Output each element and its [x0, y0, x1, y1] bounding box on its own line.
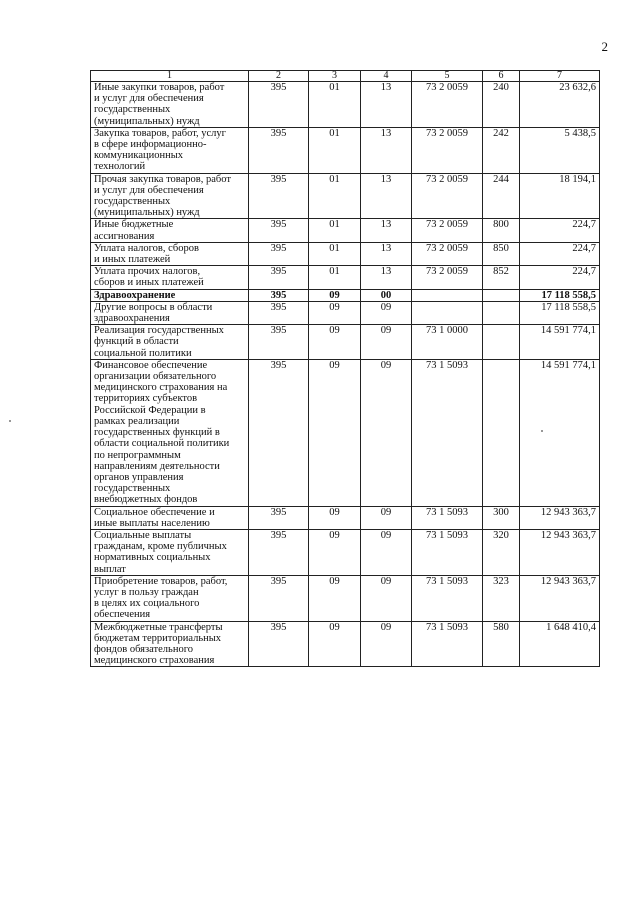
target-article-cell: 73 1 5093: [412, 506, 483, 529]
expense-type-cell: 320: [483, 529, 520, 575]
expense-type-cell: [483, 359, 520, 506]
amount-cell: 5 438,5: [520, 127, 600, 173]
section-cell: 09: [309, 575, 361, 621]
column-header: 4: [361, 71, 412, 82]
row-name-cell: Другие вопросы в области здравоохранения: [91, 301, 249, 324]
amount-cell: 12 943 363,7: [520, 506, 600, 529]
target-article-cell: 73 1 5093: [412, 621, 483, 667]
section-cell: 09: [309, 289, 361, 301]
section-cell: 09: [309, 325, 361, 360]
subsection-cell: 09: [361, 621, 412, 667]
subsection-cell: 09: [361, 325, 412, 360]
expense-type-cell: 580: [483, 621, 520, 667]
subsection-cell: 13: [361, 82, 412, 128]
section-cell: 01: [309, 127, 361, 173]
amount-cell: 17 118 558,5: [520, 289, 600, 301]
column-header: 7: [520, 71, 600, 82]
column-header: 5: [412, 71, 483, 82]
expense-type-cell: 850: [483, 242, 520, 265]
amount-cell: 14 591 774,1: [520, 359, 600, 506]
table-row: [91, 359, 600, 506]
table-row: [91, 301, 600, 324]
amount-cell: 17 118 558,5: [520, 301, 600, 324]
table-row: [91, 289, 600, 301]
code-cell: 395: [249, 289, 309, 301]
expense-type-cell: 244: [483, 173, 520, 219]
table-row: [91, 325, 600, 360]
row-name-cell: Реализация государственных функций в области социальной политики: [91, 325, 249, 360]
target-article-cell: 73 2 0059: [412, 242, 483, 265]
amount-cell: 12 943 363,7: [520, 529, 600, 575]
amount-cell: 14 591 774,1: [520, 325, 600, 360]
target-article-cell: [412, 289, 483, 301]
code-cell: 395: [249, 82, 309, 128]
code-cell: 395: [249, 529, 309, 575]
amount-cell: 18 194,1: [520, 173, 600, 219]
subsection-cell: 13: [361, 173, 412, 219]
section-cell: 01: [309, 82, 361, 128]
amount-cell: 23 632,6: [520, 82, 600, 128]
subsection-cell: 00: [361, 289, 412, 301]
code-cell: 395: [249, 242, 309, 265]
section-cell: 09: [309, 529, 361, 575]
row-name-cell: Здравоохранение: [91, 289, 249, 301]
section-cell: 01: [309, 219, 361, 242]
expense-type-cell: 800: [483, 219, 520, 242]
amount-cell: 224,7: [520, 266, 600, 289]
row-name-cell: Социальное обеспечение и иные выплаты населению: [91, 506, 249, 529]
table-row: [91, 621, 600, 667]
section-cell: 09: [309, 621, 361, 667]
column-header: 2: [249, 71, 309, 82]
code-cell: 395: [249, 173, 309, 219]
code-cell: 395: [249, 506, 309, 529]
code-cell: 395: [249, 266, 309, 289]
subsection-cell: 13: [361, 219, 412, 242]
expense-type-cell: 323: [483, 575, 520, 621]
target-article-cell: 73 2 0059: [412, 173, 483, 219]
table-row: [91, 506, 600, 529]
page-number: 2: [601, 39, 608, 54]
target-article-cell: 73 1 5093: [412, 575, 483, 621]
code-cell: 395: [249, 359, 309, 506]
target-article-cell: 73 1 5093: [412, 359, 483, 506]
subsection-cell: 13: [361, 242, 412, 265]
target-article-cell: [412, 301, 483, 324]
expense-type-cell: [483, 289, 520, 301]
row-name-cell: Закупка товаров, работ, услуг в сфере информационно- коммуникационных технологий: [91, 127, 249, 173]
row-name-cell: Иные закупки товаров, работ и услуг для обеспечения государственных (муниципальных) нужд: [91, 82, 249, 128]
column-header: 1: [91, 71, 249, 82]
target-article-cell: 73 2 0059: [412, 219, 483, 242]
amount-cell: 224,7: [520, 242, 600, 265]
expense-type-cell: 240: [483, 82, 520, 128]
subsection-cell: 09: [361, 301, 412, 324]
table-row: [91, 82, 600, 128]
row-name-cell: Приобретение товаров, работ, услуг в пользу граждан в целях их социального обеспечения: [91, 575, 249, 621]
section-cell: 01: [309, 173, 361, 219]
table-row: [91, 219, 600, 242]
section-cell: 01: [309, 266, 361, 289]
expense-type-cell: 852: [483, 266, 520, 289]
row-name-cell: Уплата прочих налогов, сборов и иных платежей: [91, 266, 249, 289]
subsection-cell: 13: [361, 127, 412, 173]
row-name-cell: Иные бюджетные ассигнования: [91, 219, 249, 242]
table-row: [91, 127, 600, 173]
row-name-cell: Финансовое обеспечение организации обязательного медицинского страхования на территориях субъектов Российской Федерации в рамках реализации государственных функций в области социальной политики по непрограммным направлениям деятельности органов управления государственных внебюджетных фондов: [91, 359, 249, 506]
table-row: [91, 575, 600, 621]
amount-cell: 12 943 363,7: [520, 575, 600, 621]
scan-speck: [9, 420, 11, 422]
target-article-cell: 73 2 0059: [412, 82, 483, 128]
expense-type-cell: 242: [483, 127, 520, 173]
subsection-cell: 09: [361, 575, 412, 621]
target-article-cell: 73 1 5093: [412, 529, 483, 575]
section-cell: 01: [309, 242, 361, 265]
section-cell: 09: [309, 506, 361, 529]
target-article-cell: 73 1 0000: [412, 325, 483, 360]
scan-speck: [541, 430, 543, 432]
code-cell: 395: [249, 575, 309, 621]
row-name-cell: Прочая закупка товаров, работ и услуг для обеспечения государственных (муниципальных) нужд: [91, 173, 249, 219]
code-cell: 395: [249, 301, 309, 324]
table-row: [91, 173, 600, 219]
target-article-cell: 73 2 0059: [412, 127, 483, 173]
subsection-cell: 09: [361, 529, 412, 575]
subsection-cell: 09: [361, 506, 412, 529]
table-header-row: [91, 71, 600, 82]
amount-cell: 224,7: [520, 219, 600, 242]
subsection-cell: 13: [361, 266, 412, 289]
code-cell: 395: [249, 127, 309, 173]
row-name-cell: Межбюджетные трансферты бюджетам территориальных фондов обязательного медицинского страхования: [91, 621, 249, 667]
section-cell: 09: [309, 359, 361, 506]
code-cell: 395: [249, 219, 309, 242]
code-cell: 395: [249, 325, 309, 360]
subsection-cell: 09: [361, 359, 412, 506]
table-row: [91, 242, 600, 265]
column-header: 3: [309, 71, 361, 82]
amount-cell: 1 648 410,4: [520, 621, 600, 667]
row-name-cell: Социальные выплаты гражданам, кроме публичных нормативных социальных выплат: [91, 529, 249, 575]
table-row: [91, 529, 600, 575]
expense-type-cell: [483, 325, 520, 360]
row-name-cell: Уплата налогов, сборов и иных платежей: [91, 242, 249, 265]
expense-type-cell: [483, 301, 520, 324]
target-article-cell: 73 2 0059: [412, 266, 483, 289]
column-header: 6: [483, 71, 520, 82]
budget-table: [90, 70, 600, 667]
code-cell: 395: [249, 621, 309, 667]
section-cell: 09: [309, 301, 361, 324]
table-row: [91, 266, 600, 289]
expense-type-cell: 300: [483, 506, 520, 529]
